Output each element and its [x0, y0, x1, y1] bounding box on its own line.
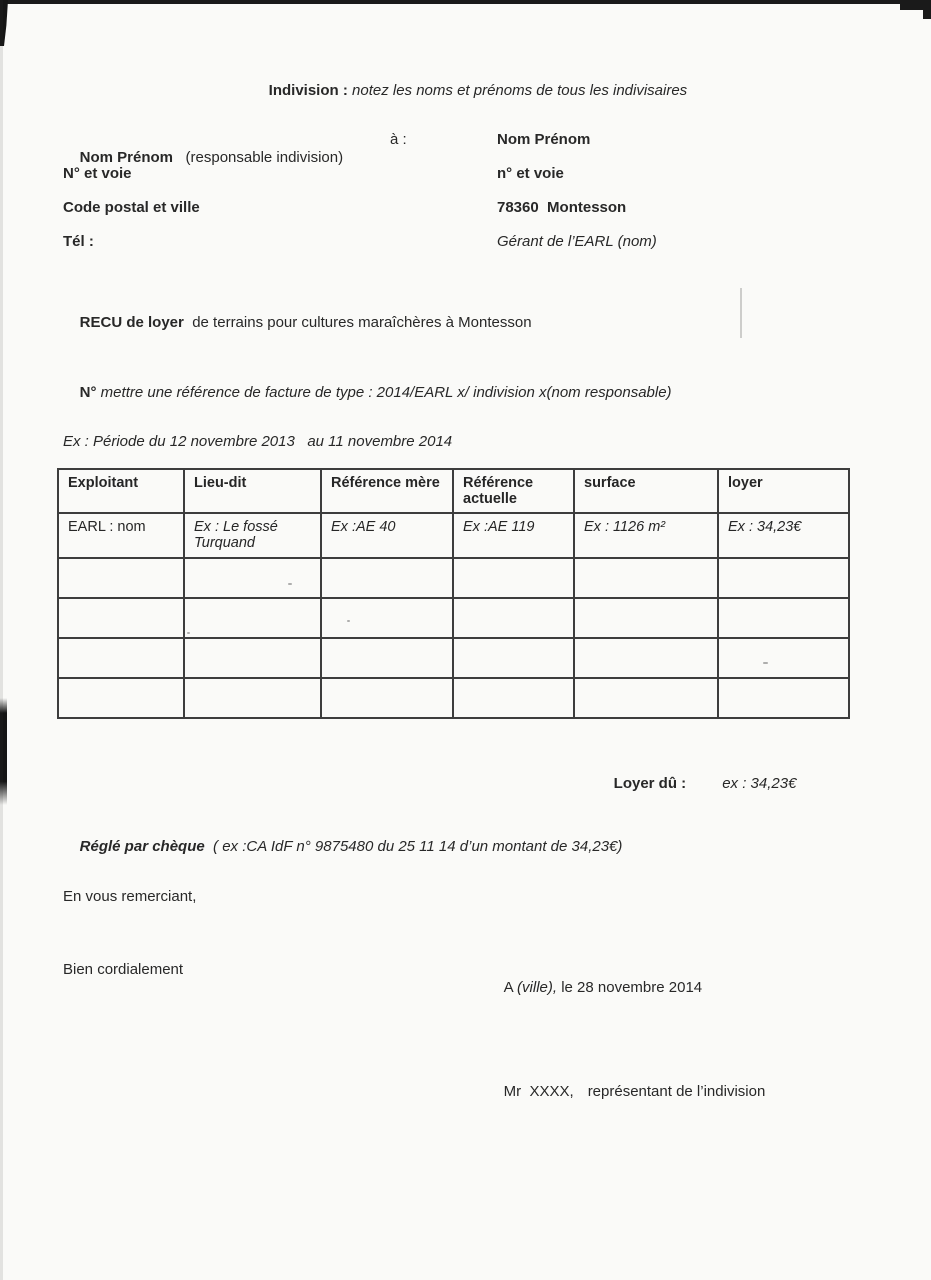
header-loyer: loyer [718, 469, 849, 513]
recipient-city: 78360 Montesson [497, 199, 627, 216]
signature-name: Mr XXXX, [503, 1083, 574, 1100]
title-note: notez les noms et prénoms de tous les indivisaires [347, 82, 688, 99]
date-place: (ville), [517, 979, 558, 996]
empty-cell [453, 598, 574, 638]
empty-cell [58, 558, 184, 598]
empty-cell [58, 638, 184, 678]
cell-exploitant: EARL : nom [58, 513, 184, 558]
table-empty-row [58, 678, 849, 718]
empty-cell [58, 598, 184, 638]
header-lieu-dit: Lieu-dit [184, 469, 321, 513]
empty-cell [453, 638, 574, 678]
invoice-reference-line [63, 366, 672, 420]
empty-cell [321, 638, 453, 678]
total-value: ex : 34,23€ [722, 775, 797, 792]
total-line [597, 757, 796, 811]
scan-artifact-right-notch [923, 0, 931, 19]
scan-artifact-left-shade [0, 0, 3, 1280]
date-line [487, 961, 702, 1015]
cell-lieu-dit: Ex : Le fossé Turquand [184, 513, 321, 558]
sender-name: Nom Prénom [79, 149, 174, 166]
signature-line [487, 1065, 765, 1119]
table-empty-row [58, 638, 849, 678]
receipt-lead: RECU de loyer [79, 314, 184, 331]
closing-thanks: En vous remerciant, [63, 888, 197, 905]
cell-surface: Ex : 1126 m² [574, 513, 718, 558]
title-lead: Indivision : [268, 82, 348, 99]
date-prefix: A [503, 979, 518, 996]
to-label: à : [390, 131, 407, 148]
empty-cell [574, 638, 718, 678]
scan-artifact-crease [740, 288, 742, 338]
table-example-row [58, 513, 849, 558]
empty-cell [574, 678, 718, 718]
closing-salutation: Bien cordialement [63, 961, 184, 978]
date-rest: le 28 novembre 2014 [557, 979, 703, 996]
payment-lead: Réglé par chèque [79, 838, 205, 855]
sender-phone: Tél : [63, 233, 94, 250]
payment-line [63, 820, 622, 874]
recipient-street: n° et voie [497, 165, 564, 182]
sender-name-note: (responsable indivision) [173, 149, 344, 166]
table-header-row [58, 469, 849, 513]
sender-city: Code postal et ville [63, 199, 200, 216]
signature-role: représentant de l’indivision [587, 1083, 766, 1100]
cell-reference-mere: Ex :AE 40 [321, 513, 453, 558]
table-empty-row [58, 598, 849, 638]
reference-lead: N° [79, 384, 97, 401]
sender-street: N° et voie [63, 165, 132, 182]
reference-rest: mettre une référence de facture de type : 2014/EARL x/ indivision x(nom responsable) [96, 384, 672, 401]
period-line: Ex : Période du 12 novembre 2013 au 11 novembre 2014 [63, 433, 453, 450]
header-reference-mere: Référence mère [321, 469, 453, 513]
empty-cell [184, 598, 321, 638]
cell-reference-actuelle: Ex :AE 119 [453, 513, 574, 558]
empty-cell [718, 598, 849, 638]
recipient-role: Gérant de l’EARL (nom) [497, 233, 657, 250]
table-empty-row [58, 558, 849, 598]
empty-cell [453, 678, 574, 718]
scan-artifact-left-middle [0, 698, 7, 805]
header-reference-actuelle: Référence actuelle [453, 469, 574, 513]
empty-cell [574, 598, 718, 638]
receipt-subject-line [63, 296, 532, 350]
empty-cell [453, 558, 574, 598]
empty-cell [184, 678, 321, 718]
empty-cell [718, 558, 849, 598]
recipient-name: Nom Prénom [497, 131, 591, 148]
rent-table [57, 468, 850, 719]
empty-cell [184, 558, 321, 598]
empty-cell [321, 598, 453, 638]
receipt-rest: de terrains pour cultures maraîchères à Montesson [183, 314, 532, 331]
payment-rest: ( ex :CA IdF n° 9875480 du 25 11 14 d’un montant de 34,23€) [204, 838, 623, 855]
scan-artifact-left-top [0, 0, 8, 46]
empty-cell [574, 558, 718, 598]
header-exploitant: Exploitant [58, 469, 184, 513]
scan-artifact-top-bar [0, 0, 931, 4]
document-title [252, 64, 687, 118]
empty-cell [718, 638, 849, 678]
scan-artifact-top-right [900, 0, 931, 10]
empty-cell [184, 638, 321, 678]
header-surface: surface [574, 469, 718, 513]
empty-cell [321, 678, 453, 718]
empty-cell [321, 558, 453, 598]
empty-cell [58, 678, 184, 718]
empty-cell [718, 678, 849, 718]
total-label: Loyer dû : [613, 775, 687, 792]
cell-loyer: Ex : 34,23€ [718, 513, 849, 558]
